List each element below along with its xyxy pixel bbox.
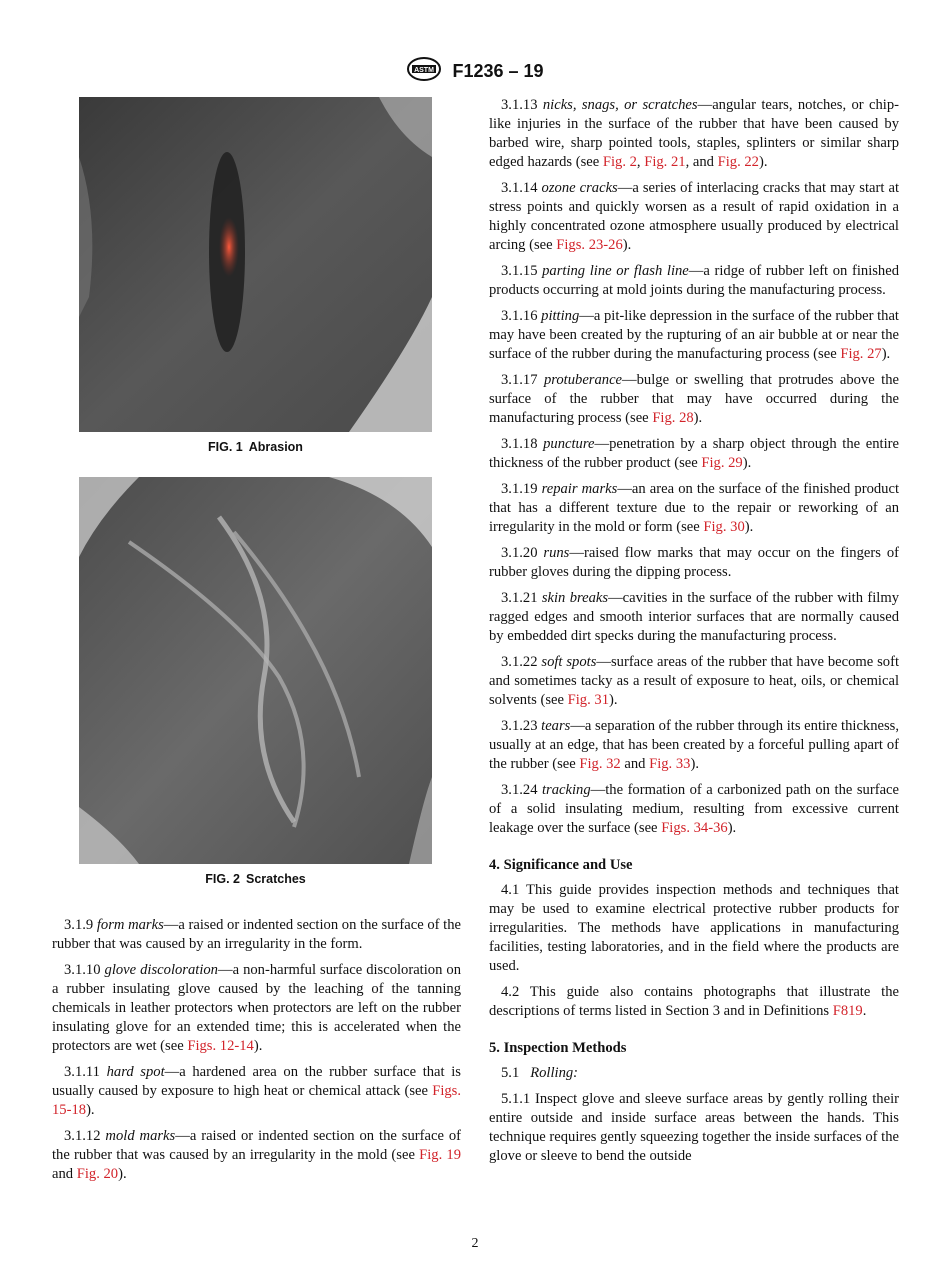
definition-3-1-13: 3.1.13 nicks, snags, or scratches—angular tears, notches, or chip-like injuries in the surface of the rubber that have been caused by barbed wire, sharp pointed tools, staples, splinters or similar sharp edged hazards (see Fig. 2, Fig. 21, and Fig. 22). [489, 97, 899, 170]
definition-3-1-12: 3.1.12 mold marks—a raised or indented section on the surface of the rubber that was caused by an irregularity in the mold (see Fig. 19 and Fig. 20). [52, 1128, 462, 1182]
figure-2-number: FIG. 2 [205, 872, 240, 886]
paragraph-5-1-1: 5.1.1 Inspect glove and sleeve surface areas by gently rolling their entire outside and inside surface areas between the hands. This technique requires gently squeezing together the inside surfaces of the glove or sleeve to bend the outside [489, 1091, 899, 1164]
figure-link[interactable]: Fig. 29 [701, 455, 743, 471]
page-number: 2 [471, 1236, 479, 1251]
section-4-heading: 4. Significance and Use [489, 857, 633, 873]
figure-link[interactable]: Fig. 27 [840, 346, 882, 362]
figure-2-caption [79, 872, 432, 886]
figure-link[interactable]: Fig. 20 [76, 1166, 119, 1182]
paragraph-4-1: 4.1 This guide provides inspection methods and techniques that may be used to examine electrical protective rubber products for irregularities. The methods have applications in manufacturing facilities, testing laboratories, and in the field where the products are used. [489, 882, 899, 974]
figure-1-caption [79, 440, 432, 454]
definition-3-1-20: 3.1.20 runs—raised flow marks that may occur on the fingers of rubber gloves during the dipping process. [489, 545, 899, 580]
figure-link[interactable]: Fig. 32 [579, 756, 621, 772]
figure-link[interactable]: Figs. 15-18 [52, 1083, 461, 1118]
definition-3-1-9: 3.1.9 form marks—a raised or indented section on the surface of the rubber that was caused by an irregularity in the form. [52, 917, 461, 952]
paragraph-5-1: 5.1 Rolling: [501, 1065, 579, 1081]
figure-link[interactable]: Fig. 28 [652, 410, 694, 426]
section-5-heading: 5. Inspection Methods [489, 1040, 627, 1056]
scratches-photo [79, 477, 432, 864]
definition-3-1-23: 3.1.23 tears—a separation of the rubber through its entire thickness, usually at an edge, that has been created by a forceful pulling apart of the rubber (see Fig. 32 and Fig. 33). [489, 718, 900, 772]
figure-link[interactable]: Figs. 34-36 [661, 820, 728, 836]
figure-link[interactable]: Fig. 19 [419, 1147, 462, 1163]
definition-3-1-22: 3.1.22 soft spots—surface areas of the rubber that have become soft and sometimes tacky as a result of exposure to heat, oils, or chemical solvents (see Fig. 31). [489, 654, 900, 708]
definition-3-1-19: 3.1.19 repair marks—an area on the surface of the finished product that has a different texture due to the repair or reworking of an irregularity in the mold or form (see Fig. 30). [489, 481, 899, 535]
abrasion-photo [79, 97, 432, 432]
definition-3-1-10: 3.1.10 glove discoloration—a non-harmful surface discoloration on a rubber insulating glove caused by the leaching of the tanning chemicals in leather protectors when protectors are left on the rubber insulating glove for an extended time; this is accelerated when the protectors are wet (see Figs. 12-14). [52, 962, 462, 1054]
figure-1 [79, 97, 432, 454]
definition-3-1-21: 3.1.21 skin breaks—cavities in the surface of the rubber with filmy ragged edges and smooth interior surfaces that are normally caused by embedded dirt specks during the manufacturing process. [489, 590, 899, 644]
figure-link[interactable]: Fig. 31 [567, 692, 609, 708]
definition-3-1-18: 3.1.18 puncture—penetration by a sharp object through the entire thickness of the rubber product (see Fig. 29). [489, 436, 899, 471]
svg-text:ASTM: ASTM [414, 67, 435, 74]
definition-3-1-15: 3.1.15 parting line or flash line—a ridge of rubber left on finished products occurring at mold joints during the manufacturing process. [489, 263, 899, 298]
figure-link[interactable]: Fig. 21 [644, 154, 686, 170]
figure-link[interactable]: Fig. 22 [717, 154, 759, 170]
definition-3-1-17: 3.1.17 protuberance—bulge or swelling that protrudes above the surface of the rubber that may have occurred during the manufacturing process (see Fig. 28). [489, 372, 899, 426]
figure-1-title: Abrasion [248, 440, 303, 454]
figure-1-number: FIG. 1 [208, 440, 243, 454]
figure-2 [79, 477, 432, 886]
figure-link[interactable]: Fig. 30 [703, 519, 745, 535]
left-column-text [52, 916, 461, 1191]
figure-2-title: Scratches [245, 872, 306, 886]
paragraph-4-2: 4.2 This guide also contains photographs that illustrate the descriptions of terms listed in Section 3 and in Definitions F819. [489, 984, 899, 1019]
definition-3-1-16: 3.1.16 pitting—a pit-like depression in the surface of the rubber that may have been created by the rupturing of an air bubble at or near the surface of the rubber during the manufacturing process (see Fig. 27). [489, 308, 899, 362]
figure-link[interactable]: Fig. 2 [602, 154, 637, 170]
definition-3-1-11: 3.1.11 hard spot—a hardened area on the rubber surface that is usually caused by exposure to high heat or chemical attack (see Figs. 15-18). [52, 1064, 461, 1118]
definition-3-1-24: 3.1.24 tracking—the formation of a carbonized path on the surface of a solid insulating medium, resulting from excessive current leakage over the surface (see Figs. 34-36). [489, 782, 899, 836]
figure-link[interactable]: Figs. 23-26 [556, 237, 623, 253]
standard-link[interactable]: F819 [832, 1003, 863, 1019]
figure-link[interactable]: Fig. 33 [649, 756, 691, 772]
standard-designation: F1236 – 19 [452, 61, 544, 81]
figure-link[interactable]: Figs. 12-14 [187, 1038, 254, 1054]
right-column-text [489, 96, 899, 1173]
page-header [0, 56, 950, 87]
definition-3-1-14: 3.1.14 ozone cracks—a series of interlacing cracks that may start at stress points and quickly worsen as a result of rapid oxidation in a highly concentrated ozone atmosphere usually produced by electrical arcing (see Figs. 23-26). [489, 180, 899, 253]
astm-logo-icon [406, 56, 442, 87]
